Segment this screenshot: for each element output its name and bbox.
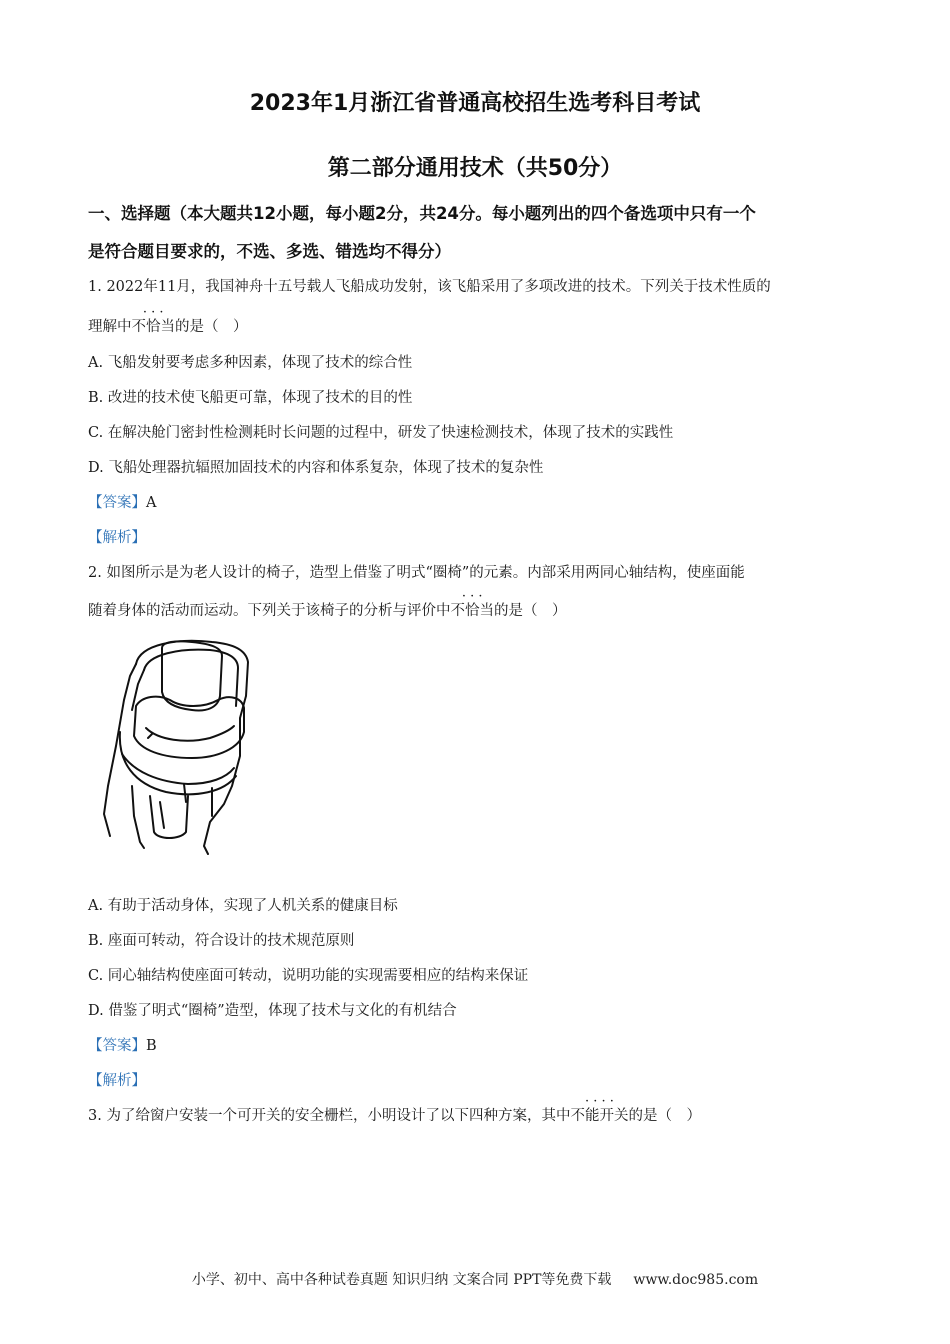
q2-answer-value: B (146, 1038, 157, 1054)
q2-option-a: A. 有助于活动身体，实现了人机关系的健康目标 (88, 898, 398, 914)
q2-answer (88, 1036, 878, 1056)
q1-answer-label: 【答案】 (88, 495, 146, 511)
q1-stem-line1: 1. 2022年11月，我国神舟十五号载人飞船成功发射，该飞船采用了多项改进的技术。下列关于技术性质的 (88, 279, 771, 295)
chair-drawing (100, 636, 260, 858)
page-footer (0, 1269, 950, 1289)
q3-emphasis: · · · · 不能开关 (570, 1108, 628, 1124)
q2-option-d: D. 借鉴了明式“圈椅”造型，体现了技术与文化的有机结合 (88, 1003, 457, 1019)
q1-stem-after: 的是（ ） (175, 319, 248, 335)
q2-option-c: C. 同心轴结构使座面可转动，说明功能的实现需要相应的结构来保证 (88, 968, 529, 984)
q1-emphasis: · · · 不恰当 (132, 319, 176, 335)
exam-title: 2023年1月浙江省普通高校招生选考科目考试 (249, 91, 701, 116)
q1-answer-value: A (146, 495, 157, 511)
q1-stem-before: 理解中 (88, 319, 132, 335)
q3-stem (88, 1106, 878, 1126)
q2-option-b: B. 座面可转动，符合设计的技术规范原则 (88, 933, 355, 949)
q2-answer-label: 【答案】 (88, 1038, 146, 1054)
footer-text: 小学、初中、高中各种试卷真题 知识归纳 文案合同 PPT等免费下载 (191, 1272, 612, 1288)
q2-stem-after: 的是（ ） (494, 603, 567, 619)
q2-stem-line2 (88, 601, 878, 621)
footer-url[interactable]: www.doc985.com (633, 1272, 759, 1288)
q1-option-c: C. 在解决舱门密封性检测耗时长问题的过程中，研发了快速检测技术，体现了技术的实践性 (88, 425, 674, 441)
exam-subtitle: 第二部分通用技术（共50分） (327, 156, 623, 181)
q2-analysis-label: 【解析】 (88, 1073, 146, 1089)
q3-stem-before: 3. 为了给窗户安装一个可开关的安全栅栏，小明设计了以下四种方案，其中 (88, 1108, 571, 1124)
q1-answer (88, 493, 878, 513)
q1-stem-line2 (88, 317, 878, 337)
section-heading-line2: 是符合题目要求的，不选、多选、错选均不得分） (88, 242, 451, 261)
q2-emphasis: · · · 不恰当 (451, 603, 495, 619)
q3-stem-after: 的是（ ） (628, 1108, 701, 1124)
q1-option-b: B. 改进的技术使飞船更可靠，体现了技术的目的性 (88, 390, 413, 406)
q2-stem-before: 随着身体的活动而运动。下列关于该椅子的分析与评价中 (88, 603, 451, 619)
q2-stem-line1: 2. 如图所示是为老人设计的椅子，造型上借鉴了明式“圈椅”的元素。内部采用两同心轴结构，使座面能 (88, 565, 745, 581)
section-heading-line1: 一、选择题（本大题共12小题，每小题2分，共24分。每小题列出的四个备选项中只有一个 (88, 204, 756, 223)
q1-analysis-label: 【解析】 (88, 530, 146, 546)
q1-option-a: A. 飞船发射要考虑多种因素，体现了技术的综合性 (88, 355, 413, 371)
q1-option-d: D. 飞船处理器抗辐照加固技术的内容和体系复杂，体现了技术的复杂性 (88, 460, 544, 476)
